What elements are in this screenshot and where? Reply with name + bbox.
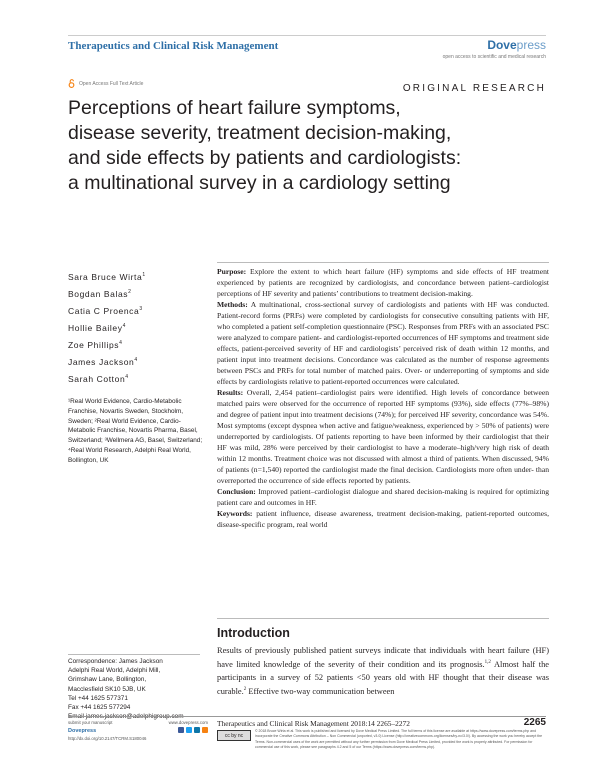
submit-url[interactable]: www.dovepress.com	[168, 720, 208, 725]
abstract-rule-top	[217, 262, 549, 263]
twitter-icon[interactable]	[186, 727, 192, 733]
article-type: ORIGINAL RESEARCH	[402, 83, 546, 94]
title-line: disease severity, treatment decision-making,	[68, 122, 452, 144]
abstract-rule-bottom	[217, 618, 549, 619]
author: Zoe Phillips$^4$	[68, 339, 123, 350]
title-line: and side effects by patients and cardiologists:	[68, 147, 462, 169]
correspondence-line: Macclesfield SK10 5JB, UK	[68, 685, 146, 693]
section-heading-introduction: Introduction	[217, 626, 290, 640]
title-line: Perceptions of heart failure symptoms,	[68, 97, 401, 119]
title-line: a multinational survey in a cardiology setting	[68, 172, 451, 194]
citation-ref[interactable]: 2	[243, 687, 247, 693]
open-access-icon	[68, 79, 75, 88]
abstract-purpose: Purpose: Explore the extent to which heart failure (HF) symptoms and side effects of HF treatment experienced by patients are recognized by cardiologists, and concordance between patient–cardiologist perceptions of HF severity and patients’ contributions to treatment decision-making.	[217, 267, 549, 298]
doi-link[interactable]: http://dx.doi.org/10.2147/TCRM.S180046	[68, 736, 147, 741]
abstract-methods: Methods: A multinational, cross-sectional survey of cardiologists and patients with HF was conducted. Patient-record forms (PRFs) were completed by cardiologists for consecutive consulting patients with HF, who completed a patient self-completion questionnaire (PSC). Responses from PRFs with an associated PSC were analyzed to compare patient- and cardiologist-reported occurrences of HF symptoms and treatment side effects, patient-perceived severity of HF and cardiologists’ perceived risk of death within 12 months, and patient input into treatment decisions. Concordance was calculated as the number of response agreements between PSCs and PRFs for total number of matched pairs. Over- or underreporting of symptoms and side effects by cardiologists relative to patient-reported occurrences were calculated.	[217, 300, 549, 386]
footer-rule	[68, 716, 546, 717]
footer-dovepress-logo[interactable]: Dovepress	[68, 728, 97, 734]
correspondence-line: Adelphi Real World, Adelphi Mill,	[68, 667, 161, 675]
affiliation-text: ¹Real World Evidence, Cardio-Metabolic Franchise, Novartis Sweden, Stockholm, Sweden; ²Real World Evidence, Cardio-Metabolic Franchise, Novartis Pharma, Basel, Switzerland; ³Wellmera AG, Basel, Switzerland; ⁴Real World Research, Adelphi Real World, Bollington, UK	[68, 398, 203, 464]
submit-label[interactable]: submit your manuscript	[68, 720, 113, 725]
author: Hollie Bailey$^4$	[68, 322, 126, 333]
abstract-conclusion: Conclusion: Improved patient–cardiologist dialogue and shared decision-making is required for optimizing patient care and outcomes in HF.	[217, 487, 549, 507]
journal-citation: Therapeutics and Clinical Risk Management 2018:14 2265–2272	[217, 719, 410, 728]
footer-left	[68, 719, 208, 743]
open-access-label: Open Access Full Text Article	[79, 80, 144, 87]
author: Sarah Cotton$^4$	[68, 374, 129, 385]
journal-name[interactable]: Therapeutics and Clinical Risk Management	[68, 40, 279, 52]
abstract	[217, 266, 549, 530]
introduction-text: Results of previously published patient surveys indicate that individuals with heart failure (HF) have limited knowledge of the severity of their condition and its prognosis.$^{1,2}$ Almost half the participants in a survey of 52 patients <50 years old with HF thought that their disease was curable.$^2$ Effective two-way communication between	[217, 646, 549, 696]
correspondence-line: Grimshaw Lane, Bollington,	[68, 676, 147, 684]
abstract-keywords: Keywords: patient influence, disease awareness, treatment decision-making, patient-reported outcomes, disease-specific program, real world	[217, 509, 549, 529]
linkedin-icon[interactable]	[194, 727, 200, 733]
facebook-icon[interactable]	[178, 727, 184, 733]
share-icon[interactable]	[202, 727, 208, 733]
correspondence-line: Correspondence: James Jackson	[68, 658, 163, 665]
author: Sara Bruce Wirta$^1$	[68, 271, 146, 282]
article-title	[68, 96, 554, 196]
social-icons	[178, 727, 208, 735]
cc-license-icon[interactable]: cc by nc	[217, 730, 251, 741]
correspondence-line: Fax +44 1625 577294	[68, 704, 131, 712]
open-access-badge	[68, 79, 143, 88]
header-rule	[68, 35, 546, 36]
correspondence-rule	[68, 654, 200, 655]
correspondence-line: Tel +44 1625 577371	[68, 694, 128, 702]
citation-ref[interactable]: 1,2	[484, 660, 491, 666]
affiliations	[68, 397, 203, 466]
brand-tagline: open access to scientific and medical research	[442, 54, 546, 60]
brand-main: Dove	[487, 38, 517, 52]
correspondence-email[interactable]: Email james.jackson@adelphigroup.com	[68, 713, 184, 721]
dovepress-logo[interactable]	[487, 38, 546, 52]
author-list	[68, 268, 146, 387]
page-number: 2265	[523, 717, 546, 728]
license-text: © 2018 Bruce Wirta et al. This work is published and licensed by Dove Medical Press Limited. The full terms of this license are available at https://www.dovepress.com/terms.php and incorporate the Creative Commons Attribution – Non Commercial (unported, v3.0) License (http://creativecommons.org/licenses/by-nc/3.0/). By accessing the work you hereby accept the Terms. Non-commercial uses of the work are permitted without any further permission from Dove Medical Press Limited, provided the work is properly attributed. For permission for commercial use of this work, please see paragraphs 4.2 and 5 of our Terms (https://www.dovepress.com/terms.php).	[255, 729, 543, 749]
correspondence	[68, 657, 203, 721]
author: Catia C Proenca$^3$	[68, 305, 143, 316]
brand-suffix: press	[516, 38, 546, 52]
abstract-results: Results: Overall, 2,454 patient–cardiologist pairs were identified. High levels of concordance between matched pairs were observed for the occurrence of reported HF symptoms (93%), side effects (77%–98%) and degree of patient input into treatment decisions (74%); for perceived HF severity, concordance was 54%. Most symptoms (except dyspnea when active and fatigue/weakness, experienced by > 50% of patients) were underreported by cardiologists. Of patients reporting to have been informed by their cardiologist that their HF was mild, 28% were perceived by their cardiologist to have a moderate–high/very high risk of death within 12 months. Treatment choice was not discussed with almost a third of patients. When discussed, 94% of patients (n=1,540) reported the cardiologist made the final decision. Cardiologists more often under- than overreported the occurrence of side effects reported by patients.	[217, 388, 549, 485]
author: James Jackson$^4$	[68, 356, 138, 367]
author: Bogdan Balas$^2$	[68, 288, 132, 299]
